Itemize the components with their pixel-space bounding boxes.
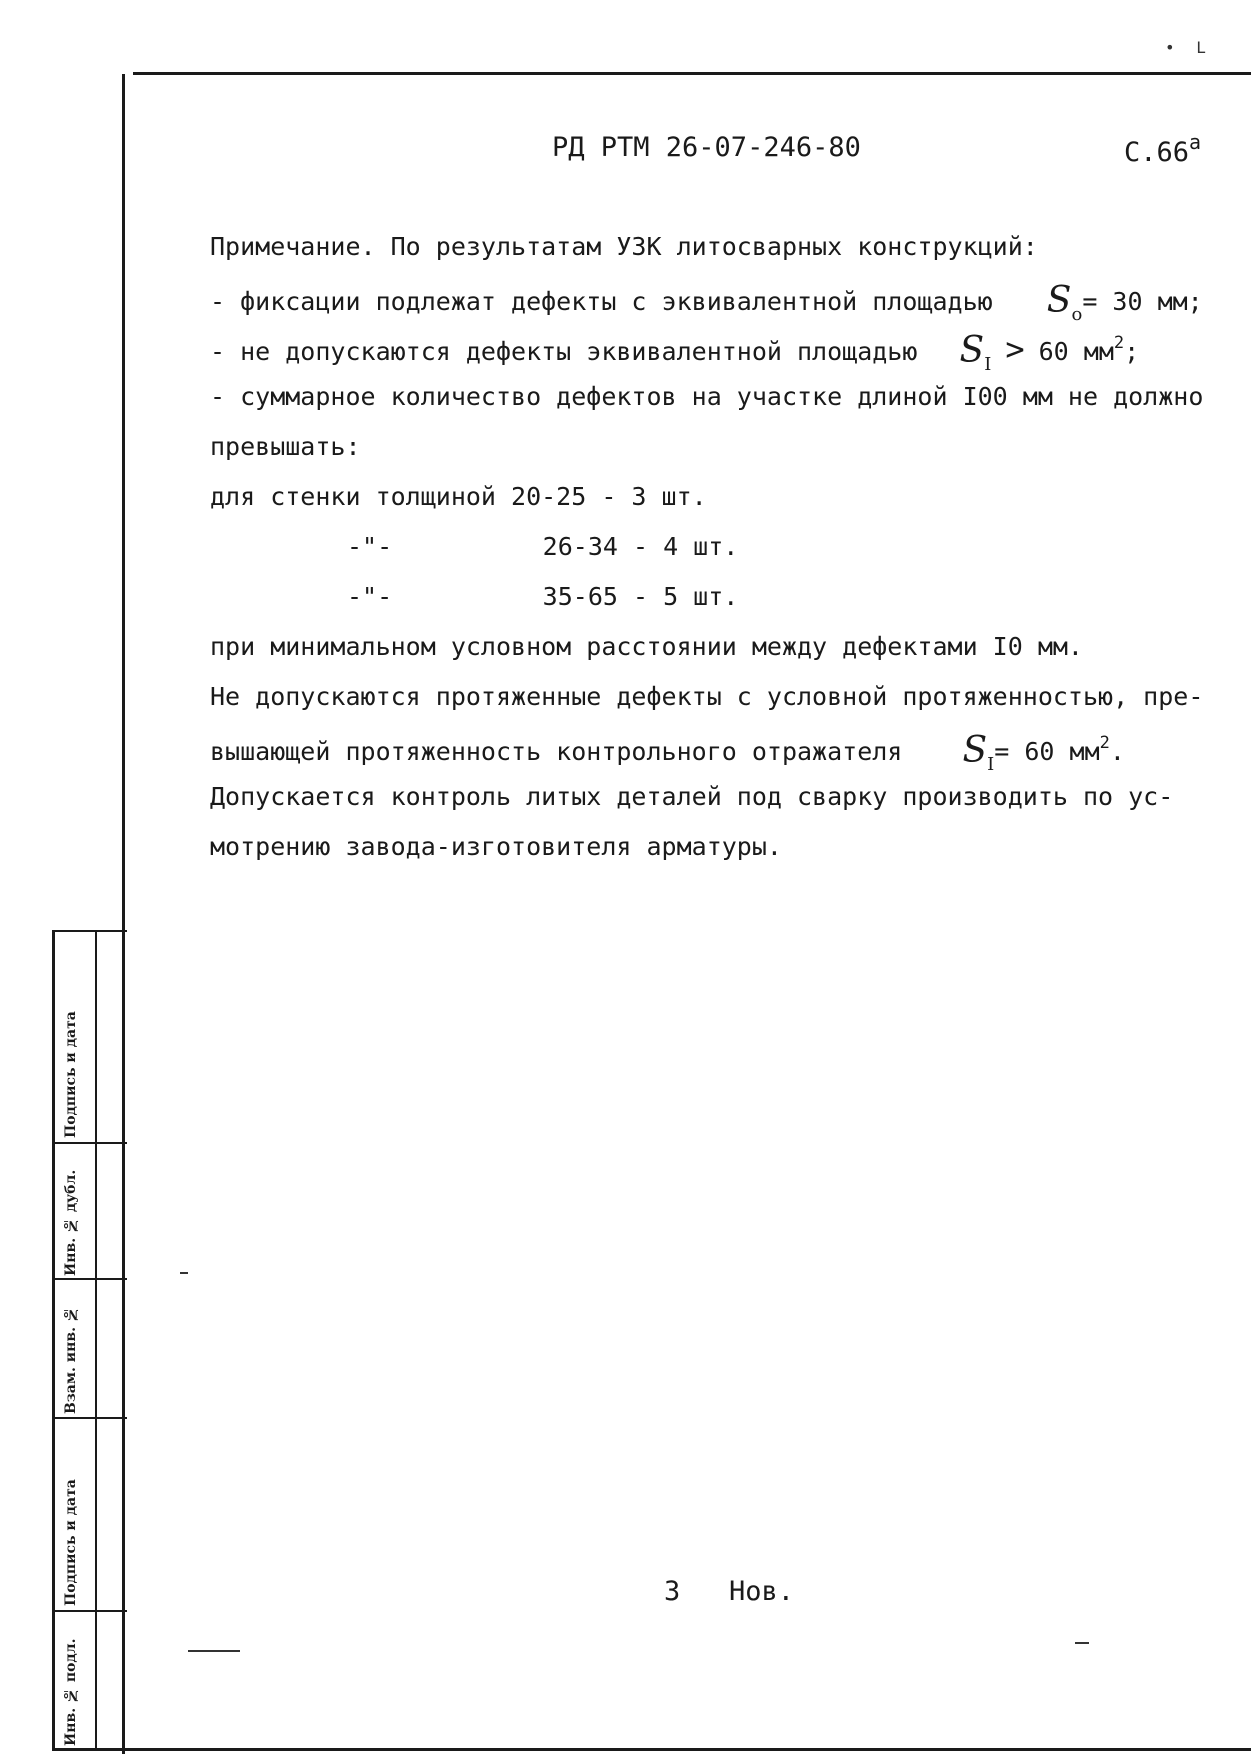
note-line-extended: Не допускаются протяженные дефекты с условной протяженностью, пре-	[210, 682, 1204, 711]
note-line-fixation	[210, 280, 1203, 325]
stamp-divider	[95, 930, 97, 1750]
stamp-label-sign-date-2: Подпись и дата	[63, 1479, 79, 1606]
note-line-factory: мотрению завода-изготовителя арматуры.	[210, 832, 782, 861]
stray-dash	[188, 1650, 240, 1652]
symbol-s1-reflector: $S_I$	[962, 730, 995, 776]
note-line-reflector: вышающей протяженность контрольного отражателя $S_I= 60$ $мм^2$.	[210, 730, 1125, 776]
stamp-cell-border	[55, 1610, 127, 1612]
page-number	[1124, 130, 1201, 168]
page-label: С.66	[1124, 137, 1190, 168]
page-suffix: а	[1189, 130, 1202, 154]
frame-bottom-line	[52, 1748, 1251, 1751]
note-line-total: - суммарное количество дефектов на участке длиной I00 мм не должно	[210, 382, 1204, 411]
stamp-cell-border	[55, 1142, 127, 1144]
stamp-label-replace-inv: Взам. инв. №	[63, 1306, 79, 1414]
stray-dash	[180, 1272, 188, 1274]
stamp-label-orig-inv: Инв. № подл.	[63, 1638, 79, 1746]
wall-thickness-row-2: -"- 26-34 - 4 шт.	[347, 532, 739, 561]
stamp-label-dup-inv: Инв. № дубл.	[63, 1169, 79, 1276]
approval-stamp	[52, 930, 127, 1750]
note-line-control: Допускается контроль литых деталей под сварку производить по ус-	[210, 782, 1174, 811]
stray-dash	[1075, 1642, 1089, 1644]
stamp-label-sign-date-1: Подпись и дата	[63, 1011, 79, 1138]
stamp-cell-border	[55, 930, 127, 932]
document-code: РД РТМ 26-07-246-80	[552, 132, 861, 163]
note-line-fixation-text: - фиксации подлежат дефекты с эквивалентной площадью	[210, 287, 993, 316]
stamp-cell-border	[55, 1417, 127, 1419]
value-s1: 60 мм	[1038, 337, 1114, 366]
corner-mark: • L	[1165, 38, 1212, 57]
wall-thickness-row-1: для стенки толщиной 20-25 - 3 шт.	[210, 482, 707, 511]
symbol-s0: $S_o$	[1046, 280, 1083, 326]
stamp-cell-border	[55, 1278, 127, 1280]
symbol-s1: $S_I$	[959, 330, 992, 376]
note-line-exceed: превышать:	[210, 432, 361, 461]
value-reflector: = 60 мм	[994, 737, 1100, 766]
frame-top-line	[133, 72, 1251, 75]
value-s0: = 30 мм;	[1082, 287, 1203, 316]
note-line-not-allowed: - не допускаются дефекты эквивалентной площадью $S_I > 60$ $мм^2$;	[210, 330, 1140, 376]
wall-thickness-row-3: -"- 35-65 - 5 шт.	[347, 582, 739, 611]
note-line-not-allowed-text: - не допускаются дефекты эквивалентной площадью	[210, 337, 918, 366]
note-line-distance: при минимальном условном расстоянии между дефектами I0 мм.	[210, 632, 1083, 661]
note-line-reflector-text: вышающей протяженность контрольного отражателя	[210, 737, 903, 766]
greater-than-sign: >	[1005, 330, 1025, 368]
note-heading: Примечание. По результатам УЗК литосварных конструкций:	[210, 232, 1038, 261]
revision-note: 3 Нов.	[664, 1576, 795, 1607]
